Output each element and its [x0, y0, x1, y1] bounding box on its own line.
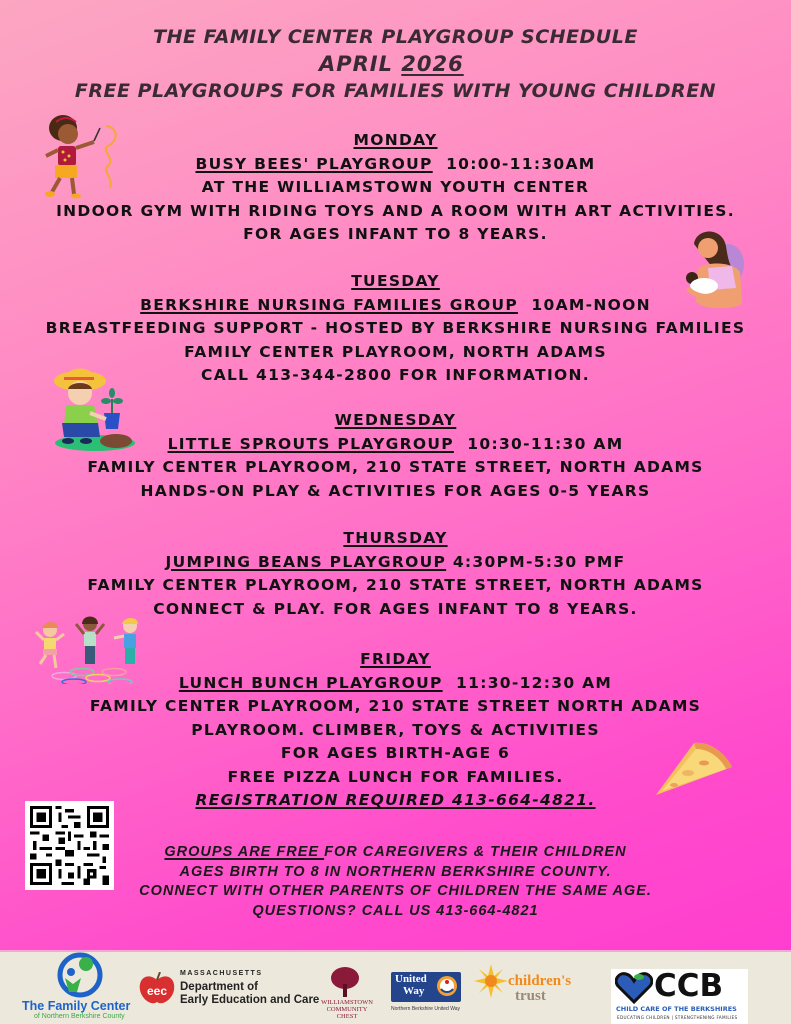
flyer-month: APRIL 2026 [318, 52, 464, 76]
detail-line: BREASTFEEDING SUPPORT - HOSTED BY BERKSHIRE NURSING FAMILIES [45, 319, 746, 337]
day-label: WEDNESDAY [334, 411, 457, 429]
group-name: LITTLE SPROUTS PLAYGROUP [167, 434, 454, 453]
detail-line: FAMILY CENTER PLAYROOM, 210 STATE STREET NORTH ADAMS [89, 697, 702, 715]
family-center-name: The Family Center [22, 999, 131, 1013]
group-time: 11:30-12:30 AM [456, 673, 613, 692]
girl-ribbon-illustration [36, 108, 131, 200]
detail-line: FAMILY CENTER PLAYROOM, 210 STATE STREET, NORTH ADAMS [87, 458, 704, 476]
flyer-year: 2026 [401, 52, 464, 76]
group-time: 10:30-11:30 AM [467, 434, 624, 453]
day-label: TUESDAY [351, 272, 440, 290]
pizza-illustration [652, 737, 736, 799]
detail-line: AT THE WILLIAMSTOWN YOUTH CENTER [201, 178, 590, 196]
group-name: JUMPING BEANS PLAYGROUP [165, 552, 447, 571]
flyer-header [0, 24, 791, 104]
group-name: BERKSHIRE NURSING FAMILIES GROUP [140, 295, 519, 314]
detail-line: PLAYROOM. CLIMBER, TOYS & ACTIVITIES [191, 720, 600, 739]
nursing-mother-illustration [680, 226, 750, 311]
group-time: 10:00-11:30AM [446, 154, 596, 173]
sponsor-logos: The Family Center of Northern Berkshire County eec MASSACHUSETTS Department of Early Education and Care WILLIAMSTOWN COMMUNITY CHEST United Way Northern Berkshire United Way children's trust CCB CHILD CARE OF THE BERKSHIRES EDUCATING CHILDREN | STRENGTHENING FAMILIES [0, 950, 791, 1024]
registration-notice: REGISTRATION REQUIRED 413-664-4821. [195, 791, 596, 809]
day-label: MONDAY [353, 131, 438, 149]
group-name: LUNCH BUNCH PLAYGROUP [178, 673, 443, 692]
sun-flower-icon [474, 964, 508, 998]
childrens-trust-name: children's [508, 973, 572, 989]
williamstown-community-chest: WILLIAMSTOWN COMMUNITY CHEST [321, 999, 373, 1020]
group-time: 4:30PM-5:30 PMF [452, 552, 626, 571]
eec-name: Department of Early Education and Care [180, 981, 320, 1006]
united-way-hand-icon [436, 975, 458, 997]
detail-line: HANDS-ON PLAY & ACTIVITIES FOR AGES 0-5 YEARS [140, 481, 651, 500]
detail-line: FOR AGES INFANT TO 8 YEARS. [243, 225, 548, 243]
boy-planting-illustration [50, 363, 140, 453]
tree-icon [330, 966, 360, 998]
kids-playing-illustration [28, 612, 148, 684]
family-center-logo-icon [55, 952, 105, 998]
heart-icon [615, 972, 653, 1004]
detail-line: FREE PIZZA LUNCH FOR FAMILIES. [227, 767, 564, 786]
family-center-sub: of Northern Berkshire County [34, 1013, 125, 1020]
day-label: FRIDAY [360, 650, 431, 668]
footer-info: GROUPS ARE FREE FOR CAREGIVERS & THEIR CHILDREN AGES BIRTH TO 8 IN NORTHERN BERKSHIRE COUNTY. CONNECT WITH OTHER PARENTS OF CHILDREN THE SAME AGE. QUESTIONS? CALL US 413-664-4821 [139, 844, 652, 919]
schedule-thursday [0, 527, 791, 621]
qr-code-icon [30, 806, 109, 885]
qr-code[interactable] [25, 801, 114, 890]
flyer-title: THE FAMILY CENTER PLAYGROUP SCHEDULE [153, 26, 638, 48]
detail-line: FAMILY CENTER PLAYROOM, NORTH ADAMS [184, 342, 607, 361]
detail-line: CALL 413-344-2800 FOR INFORMATION. [201, 366, 590, 384]
eec-apple-icon [138, 972, 176, 1006]
group-name: BUSY BEES' PLAYGROUP [195, 154, 433, 173]
detail-line: FOR AGES BIRTH-AGE 6 [280, 744, 511, 762]
svg-text:eec: eec [146, 984, 168, 998]
detail-line: CONNECT & PLAY. FOR AGES INFANT TO 8 YEARS. [153, 599, 638, 618]
group-time: 10AM-NOON [531, 295, 651, 314]
free-label: GROUPS ARE FREE [164, 844, 325, 860]
day-label: THURSDAY [343, 529, 448, 547]
detail-line: INDOOR GYM WITH RIDING TOYS AND A ROOM WITH ART ACTIVITIES. [56, 201, 735, 220]
flyer-subtitle: FREE PLAYGROUPS FOR FAMILIES WITH YOUNG CHILDREN [74, 80, 717, 102]
detail-line: FAMILY CENTER PLAYROOM, 210 STATE STREET, NORTH ADAMS [87, 576, 704, 594]
